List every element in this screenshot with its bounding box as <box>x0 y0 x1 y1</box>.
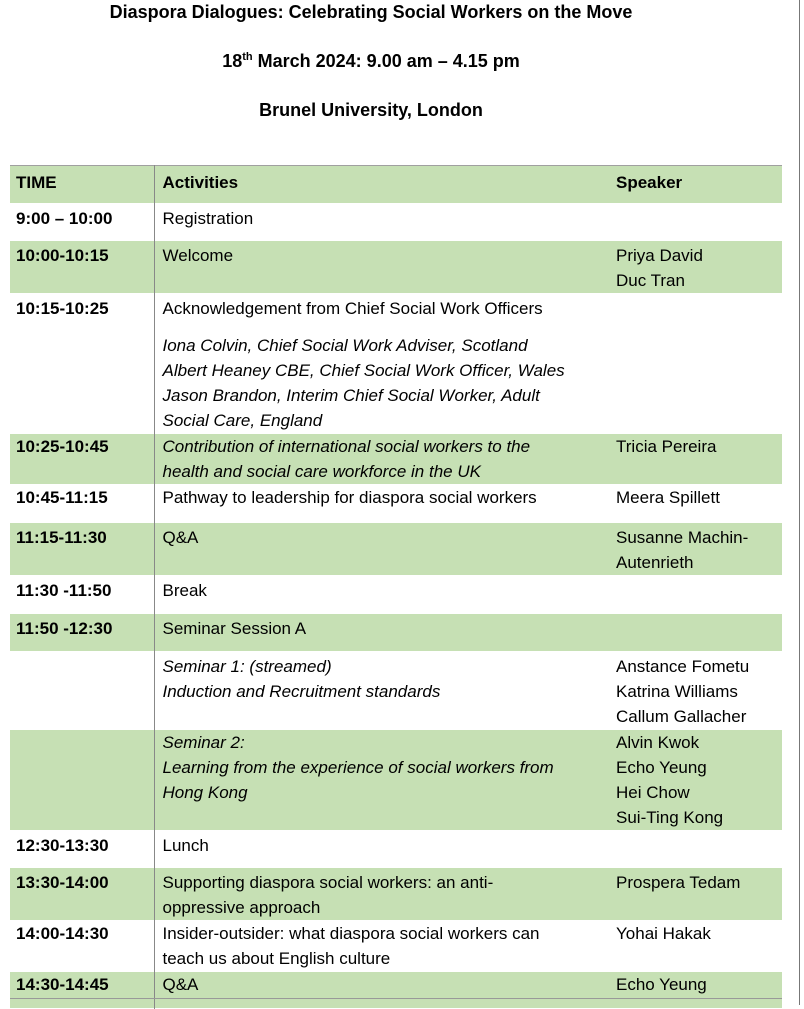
col-header-speaker: Speaker <box>610 166 782 204</box>
table-row <box>10 204 782 241</box>
activity-line: Pathway to leadership for diaspora social workers <box>162 488 537 507</box>
row-speaker <box>610 434 782 485</box>
speaker-name: Echo Yeung <box>616 975 707 994</box>
row-speaker <box>610 576 782 614</box>
activity-line: Welcome <box>162 246 234 265</box>
activity-line: Acknowledgement from Chief Social Work Officers <box>162 299 543 318</box>
row-time <box>10 730 154 831</box>
speaker-name: Callum Gallacher <box>616 707 747 726</box>
table-row <box>10 730 782 831</box>
activity-line: Jason Brandon, Interim Chief Social Worker, Adult <box>162 386 540 405</box>
table-row <box>10 972 782 1009</box>
speaker-name: Prospera Tedam <box>616 873 741 892</box>
table-row <box>10 241 782 294</box>
speaker-name: Duc Tran <box>616 271 685 290</box>
activity-line: Contribution of international social workers to the <box>162 437 531 456</box>
table-row <box>10 434 782 485</box>
col-header-time: TIME <box>10 166 154 204</box>
activity-line: Registration <box>162 209 254 228</box>
activity-line: Induction and Recruitment standards <box>162 682 441 701</box>
table-row <box>10 485 782 523</box>
row-speaker <box>610 652 782 730</box>
row-activity <box>154 434 610 485</box>
table-row <box>10 523 782 576</box>
table-header-row <box>10 166 782 204</box>
table-bottom-rule <box>10 998 782 999</box>
activity-line: Seminar 1: (streamed) <box>162 657 332 676</box>
activity-line: Q&A <box>162 528 199 547</box>
speaker-name: Priya David <box>616 246 703 265</box>
activity-line: Seminar 2: <box>162 733 245 752</box>
row-speaker <box>610 868 782 921</box>
row-time: 10:25-10:45 <box>10 434 154 485</box>
row-time: 13:30-14:00 <box>10 868 154 921</box>
row-speaker <box>610 730 782 831</box>
table-row <box>10 294 782 434</box>
row-time: 10:00-10:15 <box>10 241 154 294</box>
speaker-name: Anstance Fometu <box>616 657 750 676</box>
row-activity <box>154 730 610 831</box>
speaker-name: Autenrieth <box>616 553 694 572</box>
table-row <box>10 831 782 868</box>
row-activity <box>154 652 610 730</box>
row-activity <box>154 523 610 576</box>
row-time: 14:00-14:30 <box>16 924 109 943</box>
row-time: 14:30-14:45 <box>10 972 154 1009</box>
row-activity <box>154 831 610 868</box>
activity-line: oppressive approach <box>162 898 321 917</box>
row-activity <box>154 294 610 434</box>
row-speaker <box>610 831 782 868</box>
speaker-name: Yohai Hakak <box>616 924 711 943</box>
row-speaker <box>610 204 782 241</box>
date-rest: March 2024: 9.00 am – 4.15 pm <box>252 51 520 71</box>
row-activity <box>154 204 610 241</box>
activity-line: Seminar Session A <box>162 619 307 638</box>
row-activity <box>154 576 610 614</box>
row-speaker <box>610 972 782 1009</box>
activity-line: health and social care workforce in the UK <box>162 462 481 481</box>
row-speaker <box>610 294 782 434</box>
speaker-name: Sui-Ting Kong <box>616 808 724 827</box>
event-date <box>0 51 742 72</box>
speaker-name: Susanne Machin- <box>616 528 749 547</box>
speaker-name: Hei Chow <box>616 783 690 802</box>
speaker-name: Alvin Kwok <box>616 733 700 752</box>
row-activity <box>154 868 610 921</box>
row-speaker <box>610 485 782 523</box>
speaker-name: Meera Spillett <box>616 488 720 507</box>
date-suffix: th <box>242 51 253 63</box>
row-time <box>10 652 154 730</box>
activity-line: Iona Colvin, Chief Social Work Adviser, Scotland <box>162 336 528 355</box>
row-activity <box>154 485 610 523</box>
row-activity <box>154 921 610 972</box>
row-time: 11:15-11:30 <box>10 523 154 576</box>
speaker-name: Echo Yeung <box>616 758 707 777</box>
date-day: 18 <box>222 51 243 71</box>
row-activity <box>154 972 610 1009</box>
row-time: 11:50 -12:30 <box>10 614 154 652</box>
agenda-table <box>10 165 782 1009</box>
row-time: 10:45-11:15 <box>16 488 108 507</box>
activity-line: Break <box>162 581 207 600</box>
row-speaker <box>610 523 782 576</box>
row-activity <box>154 241 610 294</box>
row-time: 11:30 -11:50 <box>16 581 112 600</box>
row-speaker <box>610 921 782 972</box>
activity-line: Learning from the experience of social workers from <box>162 758 554 777</box>
speaker-name: Tricia Pereira <box>616 437 717 456</box>
activity-line: Supporting diaspora social workers: an anti- <box>162 873 494 892</box>
activity-line: Q&A <box>162 975 199 994</box>
activity-line: Albert Heaney CBE, Chief Social Work Officer, Wales <box>162 361 565 380</box>
table-row <box>10 576 782 614</box>
page-edge-rule <box>799 0 800 1005</box>
activity-line: Lunch <box>162 836 209 855</box>
table-row <box>10 921 782 972</box>
row-time: 9:00 – 10:00 <box>16 209 113 228</box>
event-venue: Brunel University, London <box>259 100 483 120</box>
table-row <box>10 868 782 921</box>
table-row <box>10 614 782 652</box>
row-time: 10:15-10:25 <box>16 299 109 318</box>
row-time: 12:30-13:30 <box>16 836 109 855</box>
document-title: Diaspora Dialogues: Celebrating Social Workers on the Move <box>109 2 633 22</box>
activity-line: teach us about English culture <box>162 949 391 968</box>
activity-line: Social Care, England <box>162 411 323 430</box>
row-speaker <box>610 614 782 652</box>
row-speaker <box>610 241 782 294</box>
speaker-name: Katrina Williams <box>616 682 738 701</box>
col-header-activities: Activities <box>154 166 610 204</box>
row-activity <box>154 614 610 652</box>
table-row <box>10 652 782 730</box>
activity-line: Insider-outsider: what diaspora social workers can <box>162 924 540 943</box>
activity-line: Hong Kong <box>162 783 248 802</box>
